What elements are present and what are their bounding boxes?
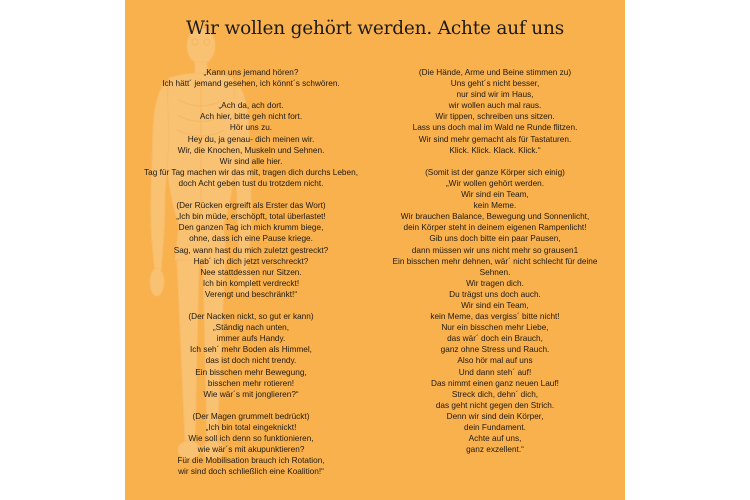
poem-line: ganz ohne Stress und Rauch. xyxy=(440,345,550,355)
poem-line: „Wir wollen gehört werden. xyxy=(445,178,545,188)
poem-line: Wie wär´s mit jonglieren?“ xyxy=(203,389,299,399)
poem-line: Wie soll ich denn so funktionieren, xyxy=(188,434,314,444)
poem-line: Und dann steh´ auf! xyxy=(458,367,532,377)
poem-line: Ich seh´ mehr Boden als Himmel, xyxy=(190,345,312,355)
poem-line: Nee stattdessen nur Sitzen. xyxy=(200,267,302,277)
poem-line xyxy=(137,89,365,100)
poem-line: bisschen mehr rotieren! xyxy=(207,378,295,388)
poem-line: Hör uns zu. xyxy=(229,123,273,133)
poem-line: Wir tragen dich. xyxy=(466,278,524,288)
poem-line: Ein bisschen mehr Bewegung, xyxy=(195,367,307,377)
poem-line: Uns geht´s nicht besser, xyxy=(450,79,540,89)
poem-line xyxy=(137,300,365,311)
poem-line: Wir sind ein Team, xyxy=(461,190,529,200)
poem-line: Streck dich, dehn´ dich, xyxy=(451,389,539,399)
poem-line: Gib uns doch bitte ein paar Pausen, xyxy=(429,234,561,244)
poem-line: Ach hier, bitte geh nicht fort. xyxy=(199,112,303,122)
poem-line: „Ach da, ach dort. xyxy=(218,101,284,111)
poem-line: immer aufs Handy. xyxy=(216,334,286,344)
poem-line: kein Meme. xyxy=(473,201,517,211)
poem-line xyxy=(137,400,365,411)
poem-line: ohne, dass ich eine Pause kriege. xyxy=(189,234,313,244)
poem-line: Hab´ ich dich jetzt verschreckt? xyxy=(193,256,309,266)
poem-line: Das nimmt einen ganz neuen Lauf! xyxy=(431,378,559,388)
poem-line: Ich bin komplett verdreckt! xyxy=(202,278,300,288)
poem-line: Verengt und beschränkt!“ xyxy=(204,289,298,299)
poem-line: das ist doch nicht trendy. xyxy=(205,356,297,366)
poem-line: Klick. Klick. Klack. Klick.“ xyxy=(449,145,541,155)
poem-line: (Somit ist der ganze Körper sich einig) xyxy=(425,167,565,177)
poem-line: (Die Hände, Arme und Beine stimmen zu) xyxy=(418,68,572,77)
poem-line: das wär´ doch ein Brauch, xyxy=(447,334,543,344)
poem-line: „Ständig nach unten, xyxy=(212,323,290,333)
poem-line: Wir brauchen Balance, Bewegung und Sonnenlicht, xyxy=(400,212,590,222)
poem-column-left xyxy=(137,67,365,477)
poem-line: (Der Nacken nickt, so gut er kann) xyxy=(188,312,314,322)
poem-line: dann müssen wir uns nicht mehr so grausen1 xyxy=(411,245,579,255)
poem-line: Sag, wann hast du mich zuletzt gestreckt? xyxy=(173,245,329,255)
poem-line xyxy=(137,189,365,200)
poem-line: Du trägst uns doch auch. xyxy=(449,289,541,299)
poem-line: dein Körper steht in deinem eigenen Rampenlicht! xyxy=(403,223,587,233)
poem-line: Sehnen. xyxy=(479,267,511,277)
poem-line: das geht nicht gegen den Strich. xyxy=(435,400,555,410)
poem-line: Nur ein bisschen mehr Liebe, xyxy=(441,323,549,333)
poem-line: „Kann uns jemand hören? xyxy=(203,68,299,77)
poem-line: Wir sind ein Team, xyxy=(461,300,529,310)
poem-line: Achte auf uns, xyxy=(468,434,522,444)
poem-line: Also hör mal auf uns xyxy=(457,356,533,366)
poem-column-right xyxy=(377,67,613,455)
poem-line: wie wär´s mit akupunktieren? xyxy=(197,445,305,455)
poem-line: doch Acht geben tust du trotzdem nicht. xyxy=(178,178,324,188)
poem-line: kein Meme, das vergiss´ bitte nicht! xyxy=(430,312,560,322)
poem-line: wir wollen auch mal raus. xyxy=(448,101,542,111)
poem-line: „Ich bin müde, erschöpft, total überlastet! xyxy=(176,212,326,222)
poem-line: Wir, die Knochen, Muskeln und Sehnen. xyxy=(177,145,325,155)
poem-line: Lass uns doch mal im Wald ne Runde flitzen. xyxy=(412,123,578,133)
poem-line: wir sind doch schließlich eine Koalition!“ xyxy=(178,467,324,477)
poem-line: Den ganzen Tag ich mich krumm biege, xyxy=(178,223,324,233)
poem-line: Ich hätt´ jemand gesehen, ich könnt´s schwören. xyxy=(162,79,340,89)
poem-line xyxy=(377,156,613,167)
poem-line: Denn wir sind dein Körper, xyxy=(446,411,544,421)
poem-line: Wir sind mehr gemacht als für Tastaturen. xyxy=(418,134,572,144)
poem-line: Wir tippen, schreiben uns sitzen. xyxy=(435,112,555,122)
poem-line: Für die Mobilisation brauch ich Rotation, xyxy=(177,456,325,466)
poem-line: dein Fundament. xyxy=(464,423,526,432)
poem-line: „Ich bin total eingeknickt! xyxy=(205,423,297,432)
poem-line: (Der Magen grummelt bedrückt) xyxy=(192,411,310,421)
poem-line: ganz exzellent.“ xyxy=(466,445,524,455)
poem-line: Hey du, ja genau- dich meinen wir. xyxy=(187,134,315,144)
poem-line: nur sind wir im Haus, xyxy=(456,90,534,100)
poem-line: Wir sind alle hier. xyxy=(219,156,283,166)
poem-line: (Der Rücken ergreift als Erster das Wort) xyxy=(176,201,326,211)
page-title: Wir wollen gehört werden. Achte auf uns xyxy=(185,18,565,39)
poem-line: Tag für Tag machen wir das mit, tragen dich durchs Leben, xyxy=(143,167,358,177)
poem-poster xyxy=(125,0,625,500)
poem-line: Ein bisschen mehr dehnen, wär´ nicht schlecht für deine xyxy=(392,256,598,266)
